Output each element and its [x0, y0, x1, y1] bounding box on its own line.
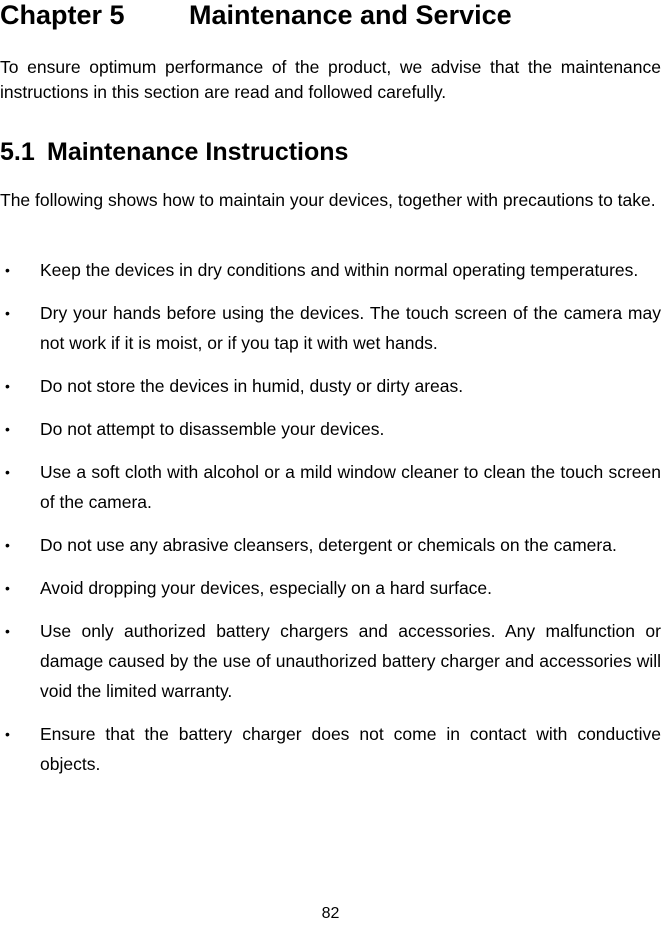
bullet-icon: • [5, 726, 10, 742]
bullet-icon: • [5, 262, 10, 278]
list-item-text: Do not attempt to disassemble your devices. [40, 419, 385, 439]
chapter-intro: To ensure optimum performance of the product, we advise that the maintenance instructions in this section are read and followed carefully. [0, 57, 661, 102]
list-item-text: Do not store the devices in humid, dusty or dirty areas. [40, 376, 464, 396]
section-lead: The following shows how to maintain your devices, together with precautions to take. [0, 190, 656, 210]
bullet-icon: • [5, 421, 10, 437]
instruction-list [0, 255, 661, 792]
list-item-text: Dry your hands before using the devices. The touch screen of the camera may not work if it is moist, or if you tap it with wet hands. [40, 303, 661, 353]
list-item [0, 255, 661, 285]
chapter-name: Maintenance and Service [189, 0, 512, 30]
list-item [0, 457, 661, 517]
list-item-text: Do not use any abrasive cleansers, detergent or chemicals on the camera. [40, 535, 617, 555]
bullet-icon: • [5, 537, 10, 553]
list-item [0, 719, 661, 779]
list-item [0, 371, 661, 401]
list-item [0, 298, 661, 358]
bullet-icon: • [5, 580, 10, 596]
bullet-icon: • [5, 305, 10, 321]
bullet-icon: • [5, 623, 10, 639]
section-number: 5.1 [0, 138, 35, 166]
list-item-text: Use only authorized battery chargers and accessories. Any malfunction or damage caused by the use of unauthorized battery charger and accessories will void the limited warranty. [40, 621, 661, 701]
list-item [0, 616, 661, 706]
list-item [0, 530, 661, 560]
page-number: 82 [321, 905, 340, 922]
list-item-text: Ensure that the battery charger does not come in contact with conductive objects. [40, 724, 661, 774]
list-item [0, 414, 661, 444]
chapter-number: Chapter 5 [0, 0, 125, 30]
list-item-text: Avoid dropping your devices, especially on a hard surface. [40, 578, 493, 598]
list-item-text: Use a soft cloth with alcohol or a mild window cleaner to clean the touch screen of the camera. [40, 462, 661, 512]
list-item [0, 573, 661, 603]
section-title [0, 137, 348, 167]
bullet-icon: • [5, 378, 10, 394]
chapter-title [0, 0, 512, 30]
bullet-icon: • [5, 464, 10, 480]
list-item-text: Keep the devices in dry conditions and within normal operating temperatures. [40, 260, 639, 280]
section-name: Maintenance Instructions [47, 138, 349, 166]
